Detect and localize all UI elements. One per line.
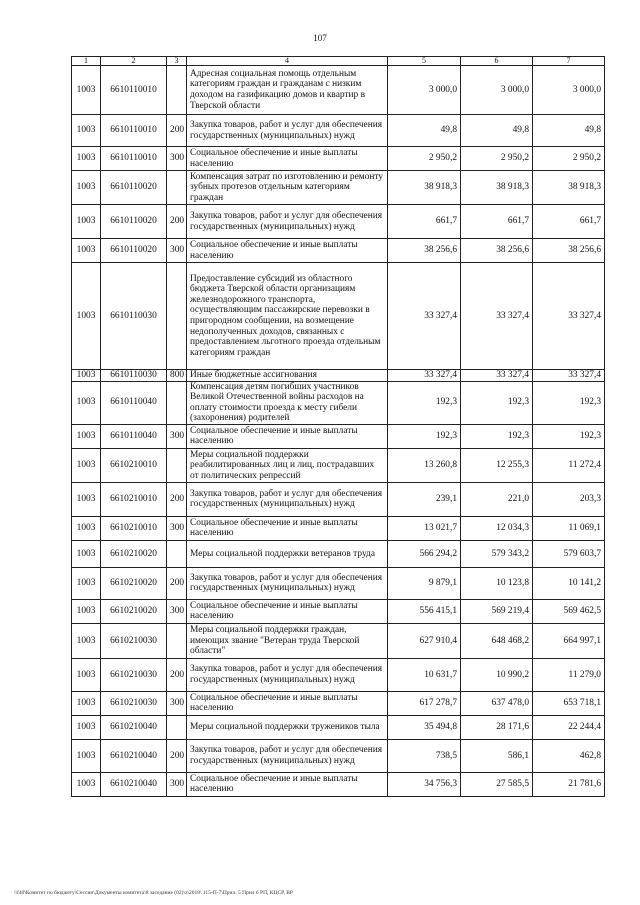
amount-col6-cell: 192,3 (461, 424, 533, 448)
target-article-cell: 6610210020 (101, 599, 167, 623)
target-article-cell: 6610110040 (101, 424, 167, 448)
table-row (72, 540, 605, 567)
amount-col7-cell: 11 272,4 (533, 448, 605, 482)
section-code-cell: 1003 (72, 171, 101, 205)
item-name-cell: Меры социальной поддержки реабилитированных лиц и лиц, пострадавших от политических репрессий (187, 448, 388, 482)
amount-col6-cell: 579 343,2 (461, 540, 533, 567)
amount-col6-cell: 49,8 (461, 115, 533, 147)
amount-col6-cell: 648 468,2 (461, 623, 533, 658)
amount-col7-cell: 2 950,2 (533, 147, 605, 171)
section-code-cell: 1003 (72, 691, 101, 715)
amount-col5-cell: 192,3 (388, 381, 461, 424)
amount-col5-cell: 192,3 (388, 424, 461, 448)
expense-type-cell (167, 66, 187, 115)
amount-col6-cell: 38 256,6 (461, 239, 533, 263)
amount-col5-cell: 49,8 (388, 115, 461, 147)
budget-table (71, 56, 605, 797)
amount-col5-cell: 661,7 (388, 205, 461, 239)
target-article-cell: 6610110010 (101, 66, 167, 115)
section-code-cell: 1003 (72, 66, 101, 115)
expense-type-cell: 300 (167, 772, 187, 796)
amount-col6-cell: 10 123,8 (461, 567, 533, 599)
table-row (72, 599, 605, 623)
target-article-cell: 6610210020 (101, 540, 167, 567)
table-row (72, 263, 605, 370)
section-code-cell: 1003 (72, 739, 101, 772)
section-code-cell: 1003 (72, 239, 101, 263)
amount-col6-cell: 33 327,4 (461, 370, 533, 382)
target-article-cell: 6610210040 (101, 715, 167, 739)
section-code-cell: 1003 (72, 772, 101, 796)
target-article-cell: 6610110020 (101, 239, 167, 263)
table-row (72, 66, 605, 115)
expense-type-cell (167, 448, 187, 482)
item-name-cell: Социальное обеспечение и иные выплаты населению (187, 147, 388, 171)
section-code-cell: 1003 (72, 115, 101, 147)
amount-col5-cell: 13 260,8 (388, 448, 461, 482)
target-article-cell: 6610210030 (101, 658, 167, 691)
amount-col6-cell: 12 034,3 (461, 516, 533, 540)
amount-col5-cell: 13 021,7 (388, 516, 461, 540)
item-name-cell: Социальное обеспечение и иные выплаты населению (187, 599, 388, 623)
section-code-cell: 1003 (72, 540, 101, 567)
section-code-cell: 1003 (72, 370, 101, 382)
table-row (72, 739, 605, 772)
item-name-cell: Социальное обеспечение и иные выплаты населению (187, 239, 388, 263)
target-article-cell: 6610210030 (101, 691, 167, 715)
amount-col7-cell: 192,3 (533, 381, 605, 424)
table-row (72, 424, 605, 448)
amount-col7-cell: 203,3 (533, 482, 605, 516)
amount-col6-cell: 569 219,4 (461, 599, 533, 623)
column-header: 4 (187, 57, 388, 66)
section-code-cell: 1003 (72, 205, 101, 239)
expense-type-cell (167, 540, 187, 567)
table-row (72, 623, 605, 658)
amount-col5-cell: 38 918,3 (388, 171, 461, 205)
section-code-cell: 1003 (72, 516, 101, 540)
item-name-cell: Меры социальной поддержки тружеников тыла (187, 715, 388, 739)
table-row (72, 115, 605, 147)
target-article-cell: 6610110040 (101, 381, 167, 424)
amount-col7-cell: 21 781,6 (533, 772, 605, 796)
table-row (72, 381, 605, 424)
amount-col7-cell: 38 256,6 (533, 239, 605, 263)
target-article-cell: 6610110020 (101, 171, 167, 205)
amount-col6-cell: 27 585,5 (461, 772, 533, 796)
amount-col6-cell: 10 990,2 (461, 658, 533, 691)
table-row (72, 715, 605, 739)
table-row (72, 205, 605, 239)
table-row (72, 239, 605, 263)
section-code-cell: 1003 (72, 567, 101, 599)
expense-type-cell (167, 263, 187, 370)
amount-col7-cell: 49,8 (533, 115, 605, 147)
amount-col7-cell: 11 069,1 (533, 516, 605, 540)
item-name-cell: Закупка товаров, работ и услуг для обеспечения государственных (муниципальных) нужд (187, 739, 388, 772)
amount-col5-cell: 9 879,1 (388, 567, 461, 599)
footer-file-path: \\f40\Комитет по бюджету\Сессии\Документы комитета\8 заседание (02)\z\2018\ 115-П-7\Прил. 5 Прил 6 РП, КЦСР, ВР (14, 890, 293, 896)
amount-col5-cell: 35 494,8 (388, 715, 461, 739)
table-row (72, 772, 605, 796)
amount-col6-cell: 28 171,6 (461, 715, 533, 739)
table-row (72, 516, 605, 540)
table-row (72, 691, 605, 715)
amount-col5-cell: 627 910,4 (388, 623, 461, 658)
section-code-cell: 1003 (72, 381, 101, 424)
item-name-cell: Социальное обеспечение и иные выплаты населению (187, 516, 388, 540)
amount-col5-cell: 3 000,0 (388, 66, 461, 115)
amount-col7-cell: 33 327,4 (533, 370, 605, 382)
amount-col7-cell: 10 141,2 (533, 567, 605, 599)
table-row (72, 658, 605, 691)
expense-type-cell: 300 (167, 239, 187, 263)
column-header: 1 (72, 57, 101, 66)
target-article-cell: 6610210030 (101, 623, 167, 658)
amount-col5-cell: 738,5 (388, 739, 461, 772)
amount-col6-cell: 12 255,3 (461, 448, 533, 482)
expense-type-cell: 300 (167, 691, 187, 715)
amount-col5-cell: 2 950,2 (388, 147, 461, 171)
section-code-cell: 1003 (72, 599, 101, 623)
target-article-cell: 6610210020 (101, 567, 167, 599)
amount-col6-cell: 637 478,0 (461, 691, 533, 715)
amount-col7-cell: 22 244,4 (533, 715, 605, 739)
item-name-cell: Закупка товаров, работ и услуг для обеспечения государственных (муниципальных) нужд (187, 482, 388, 516)
amount-col7-cell: 38 918,3 (533, 171, 605, 205)
target-article-cell: 6610110020 (101, 205, 167, 239)
target-article-cell: 6610110030 (101, 263, 167, 370)
column-header: 2 (101, 57, 167, 66)
expense-type-cell: 300 (167, 424, 187, 448)
item-name-cell: Предоставление субсидий из областного бюджета Тверской области организациям железнодорожного транспорта, осуществляющим пассажирские перевозки в пригородном сообщении, на возмещение недополученных доходов, связанных с предоставлением льготного проезда отдельным категориям граждан (187, 263, 388, 370)
item-name-cell: Иные бюджетные ассигнования (187, 370, 388, 382)
expense-type-cell (167, 171, 187, 205)
table-row (72, 370, 605, 382)
target-article-cell: 6610210010 (101, 482, 167, 516)
amount-col6-cell: 221,0 (461, 482, 533, 516)
table-row (72, 567, 605, 599)
expense-type-cell (167, 381, 187, 424)
item-name-cell: Компенсация затрат по изготовлению и ремонту зубных протезов отдельным категориям граждан (187, 171, 388, 205)
expense-type-cell: 200 (167, 658, 187, 691)
amount-col5-cell: 566 294,2 (388, 540, 461, 567)
table-row (72, 448, 605, 482)
column-header: 5 (388, 57, 461, 66)
amount-col5-cell: 239,1 (388, 482, 461, 516)
item-name-cell: Социальное обеспечение и иные выплаты населению (187, 691, 388, 715)
amount-col6-cell: 2 950,2 (461, 147, 533, 171)
target-article-cell: 6610110010 (101, 115, 167, 147)
item-name-cell: Закупка товаров, работ и услуг для обеспечения государственных (муниципальных) нужд (187, 658, 388, 691)
amount-col7-cell: 569 462,5 (533, 599, 605, 623)
amount-col6-cell: 38 918,3 (461, 171, 533, 205)
amount-col7-cell: 579 603,7 (533, 540, 605, 567)
amount-col6-cell: 192,3 (461, 381, 533, 424)
item-name-cell: Меры социальной поддержки ветеранов труда (187, 540, 388, 567)
amount-col7-cell: 664 997,1 (533, 623, 605, 658)
section-code-cell: 1003 (72, 658, 101, 691)
amount-col7-cell: 192,3 (533, 424, 605, 448)
amount-col5-cell: 33 327,4 (388, 263, 461, 370)
item-name-cell: Социальное обеспечение и иные выплаты населению (187, 772, 388, 796)
table-body (72, 66, 605, 797)
column-header: 3 (167, 57, 187, 66)
section-code-cell: 1003 (72, 424, 101, 448)
expense-type-cell: 300 (167, 147, 187, 171)
target-article-cell: 6610210040 (101, 772, 167, 796)
section-code-cell: 1003 (72, 263, 101, 370)
section-code-cell: 1003 (72, 482, 101, 516)
expense-type-cell (167, 623, 187, 658)
expense-type-cell: 200 (167, 115, 187, 147)
section-code-cell: 1003 (72, 147, 101, 171)
column-header: 6 (461, 57, 533, 66)
table-row (72, 147, 605, 171)
page-number: 107 (313, 33, 327, 43)
item-name-cell: Адресная социальная помощь отдельным категориям граждан и гражданам с низким доходом на газификацию домов и квартир в Тверской области (187, 66, 388, 115)
amount-col5-cell: 617 278,7 (388, 691, 461, 715)
amount-col7-cell: 653 718,1 (533, 691, 605, 715)
section-code-cell: 1003 (72, 448, 101, 482)
target-article-cell: 6610110030 (101, 370, 167, 382)
amount-col7-cell: 11 279,0 (533, 658, 605, 691)
amount-col5-cell: 38 256,6 (388, 239, 461, 263)
amount-col6-cell: 3 000,0 (461, 66, 533, 115)
amount-col7-cell: 462,8 (533, 739, 605, 772)
column-number-row (72, 57, 605, 66)
target-article-cell: 6610210010 (101, 448, 167, 482)
item-name-cell: Компенсация детям погибших участников Великой Отечественной войны расходов на оплату стоимости проезда к месту гибели (захоронения) родителей (187, 381, 388, 424)
expense-type-cell (167, 715, 187, 739)
item-name-cell: Закупка товаров, работ и услуг для обеспечения государственных (муниципальных) нужд (187, 115, 388, 147)
expense-type-cell: 200 (167, 567, 187, 599)
table-row (72, 171, 605, 205)
amount-col5-cell: 10 631,7 (388, 658, 461, 691)
expense-type-cell: 200 (167, 205, 187, 239)
amount-col7-cell: 33 327,4 (533, 263, 605, 370)
amount-col6-cell: 586,1 (461, 739, 533, 772)
target-article-cell: 6610210010 (101, 516, 167, 540)
item-name-cell: Меры социальной поддержки граждан, имеющих звание "Ветеран труда Тверской области" (187, 623, 388, 658)
expense-type-cell: 200 (167, 739, 187, 772)
item-name-cell: Закупка товаров, работ и услуг для обеспечения государственных (муниципальных) нужд (187, 205, 388, 239)
table-row (72, 482, 605, 516)
section-code-cell: 1003 (72, 715, 101, 739)
amount-col5-cell: 556 415,1 (388, 599, 461, 623)
target-article-cell: 6610110010 (101, 147, 167, 171)
amount-col6-cell: 33 327,4 (461, 263, 533, 370)
expense-type-cell: 200 (167, 482, 187, 516)
amount-col5-cell: 33 327,4 (388, 370, 461, 382)
expense-type-cell: 300 (167, 599, 187, 623)
column-header: 7 (533, 57, 605, 66)
expense-type-cell: 800 (167, 370, 187, 382)
amount-col7-cell: 3 000,0 (533, 66, 605, 115)
amount-col7-cell: 661,7 (533, 205, 605, 239)
amount-col5-cell: 34 756,3 (388, 772, 461, 796)
amount-col6-cell: 661,7 (461, 205, 533, 239)
target-article-cell: 6610210040 (101, 739, 167, 772)
item-name-cell: Социальное обеспечение и иные выплаты населению (187, 424, 388, 448)
section-code-cell: 1003 (72, 623, 101, 658)
expense-type-cell: 300 (167, 516, 187, 540)
item-name-cell: Закупка товаров, работ и услуг для обеспечения государственных (муниципальных) нужд (187, 567, 388, 599)
